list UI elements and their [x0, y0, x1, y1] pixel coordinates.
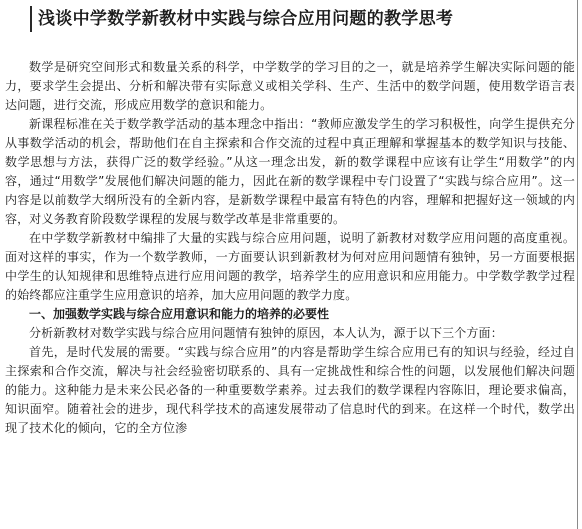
paragraph-3: 在中学数学新教材中编排了大量的实践与综合应用问题，说明了新教材对数学应用问题的高度重视。面对这样的事实，作为一个数学教师，一方面要认识到新教材为何对应用问题情有独钟，另一方面要根据中学生的认知规律和思维特点进行应用问题的教学，培养学生的应用意识和应用能力。中学数学教学过程的始终都应注重学生应用意识的培养，加大应用问题的教学力度。: [5, 231, 575, 302]
scrollbar-edge: [577, 0, 578, 529]
paragraph-1: 数学是研究空间形式和数量关系的科学，中学数学的学习目的之一，就是培养学生解决实际问题的能力，要求学生会提出、分析和解决带有实际意义或相关学科、生产、生活中的数学问题，使用数学语言表达问题，进行交流，形成应用数学的意识和能力。: [5, 60, 575, 112]
paragraph-2: 新课程标准在关于数学教学活动的基本理念中指出：“教师应激发学生的学习积极性，向学生提供充分从事数学活动的机会，帮助他们在自主探索和合作交流的过程中真正理解和掌握基本的数学知识与技能、数学思想与方法，获得广泛的数学经验。”从这一理念出发，新的数学课程中应该有让学生“用数学”的内容，通过“用数学”发展他们解决问题的能力，因此在新的数学课程中专门设置了“实践与综合应用”。这一内容是以前数学大纲所没有的全新内容，是新数学课程中最富有特色的内容，理解和把握好这一领域的内容，对义务教育阶段数学课程的发展与数学改革是非常重要的。: [5, 117, 575, 226]
paragraph-4: 分析新教材对数学实践与综合应用问题情有独钟的原因，本人认为，源于以下三个方面：: [29, 326, 503, 340]
article-body: [5, 58, 575, 438]
section-heading: 一、加强数学实践与综合应用意识和能力的培养的必要性: [29, 307, 330, 321]
paragraph-5: 首先，是时代发展的需要。“实践与综合应用”的内容是帮助学生综合应用已有的知识与经验，经过自主探索和合作交流，解决与社会经验密切联系的、具有一定挑战性和综合性的问题，以发展他们解决问题的能力。这种能力是未来公民必备的一种重要数学素养。过去我们的数学课程内容陈旧，理论要求偏高，知识面窄。随着社会的进步，现代科学技术的高速发展带动了信息时代的到来。在这样一个时代，数学出现了技术化的倾向，它的全方位渗: [5, 345, 575, 435]
article-title: 浅谈中学数学新教材中实践与综合应用问题的教学思考: [30, 6, 453, 32]
